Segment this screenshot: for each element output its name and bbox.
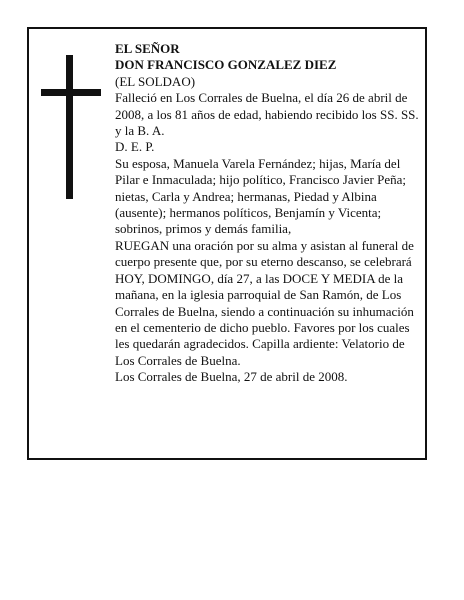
obituary-notice [27, 27, 427, 460]
place-and-date: Los Corrales de Buelna, 27 de abril de 2008. [115, 369, 348, 385]
family-list: Su esposa, Manuela Varela Fernández; hijas, María del Pilar e Inmaculada; hijo político, Francisco Javier Peña; nietas, Carla y Andrea; hermanas, Piedad y Albina (ausente); hermanos políticos, Benjamín y Vicenta; sobrinos, primos y demás familia, [115, 155, 406, 237]
deceased-name: DON FRANCISCO GONZALEZ DIEZ [115, 57, 337, 73]
rip-line: D. E. P. [115, 139, 155, 155]
cross-horizontal-bar [41, 89, 101, 96]
death-notice: Falleció en Los Corrales de Buelna, el día 26 de abril de 2008, a los 81 años de edad, habiendo recibido los SS. SS. y la B. A. [115, 90, 419, 139]
obituary-text [115, 41, 425, 386]
deceased-title: EL SEÑOR [115, 41, 180, 56]
cross-vertical-bar [66, 55, 73, 199]
funeral-request: RUEGAN una oración por su alma y asistan al funeral de cuerpo presente que, por su eterno descanso, se celebrará HOY, DOMINGO, día 27, a las DOCE Y MEDIA de la mañana, en la iglesia parroquial de San Ramón, de Los Corrales de Buelna, siendo a continuación su inhumación en el cementerio de dicho pueblo. Favores por los cuales les quedarán agradecidos. Capilla ardiente: Velatorio de Los Corrales de Buelna. [115, 237, 414, 368]
latin-cross-icon [41, 55, 101, 199]
deceased-nickname: (EL SOLDAO) [115, 73, 196, 89]
